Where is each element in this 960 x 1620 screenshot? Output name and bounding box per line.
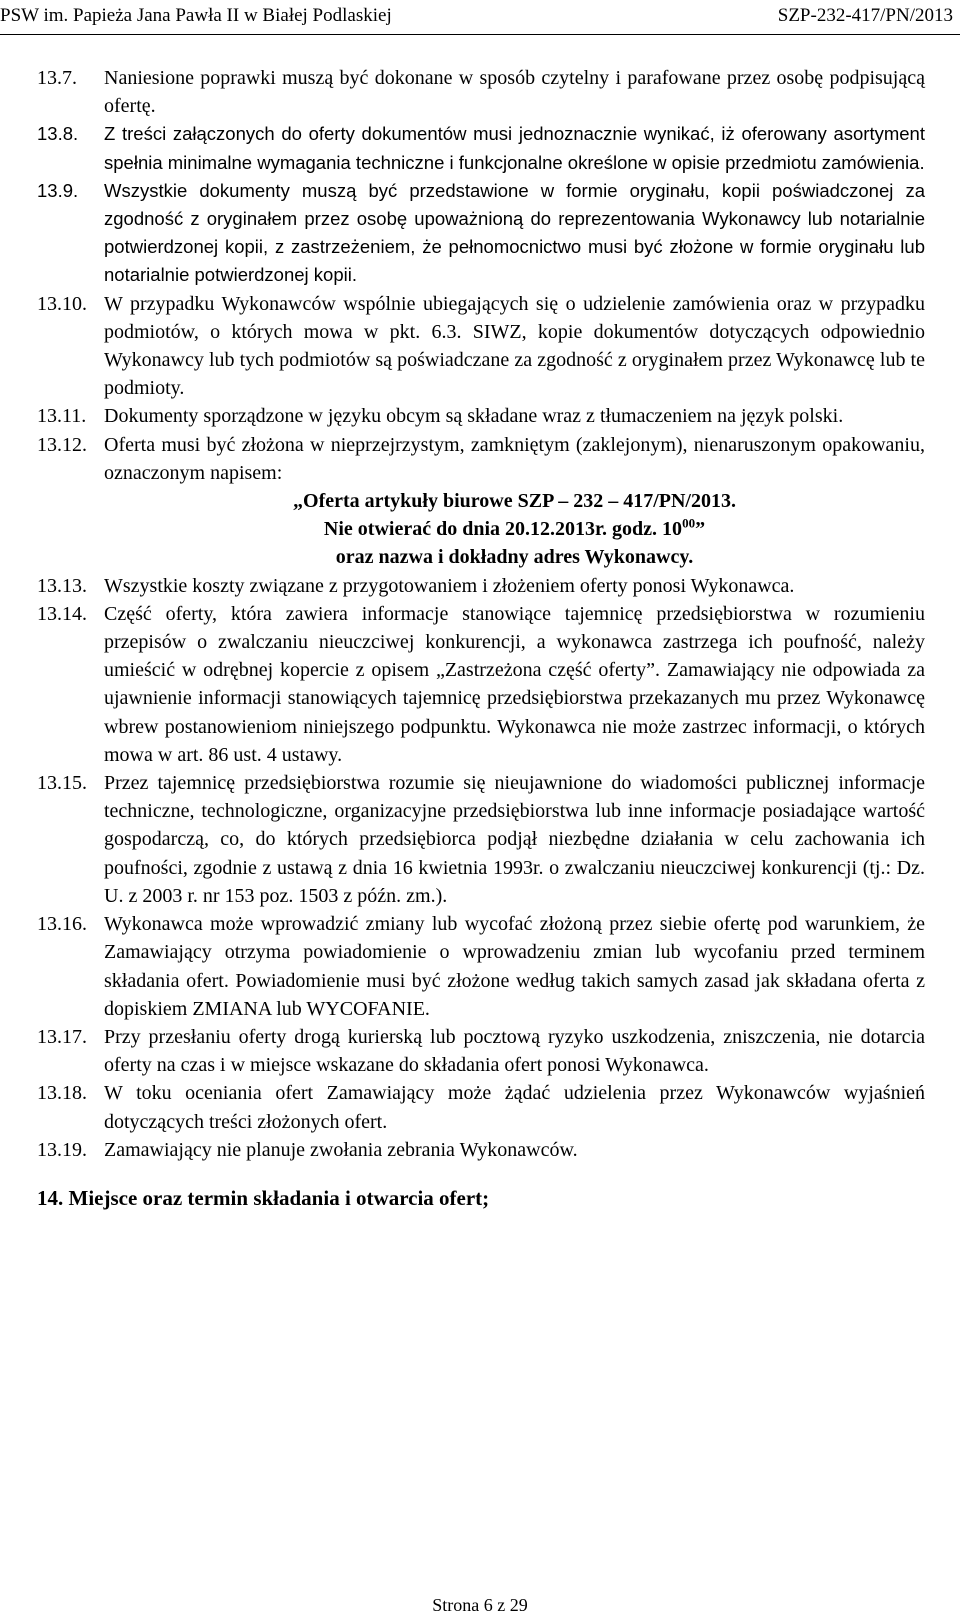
- list-item: [37, 431, 925, 487]
- envelope-date: Nie otwierać do dnia 20.12.2013r. godz. 10: [323, 518, 683, 541]
- list-item: [37, 572, 925, 600]
- item-text: Oferta musi być złożona w nieprzejrzystym, zamkniętym (zaklejonym), nienaruszonym opakowaniu, oznaczonym napisem:: [104, 433, 925, 484]
- envelope-quote-close: ”: [695, 518, 706, 541]
- list-item: [37, 600, 925, 769]
- list-item: [37, 1079, 925, 1135]
- item-number: 13.12.: [37, 433, 87, 456]
- envelope-label-line-1: „Oferta artykuły biurowe SZP – 232 – 417/PN/2013.: [293, 490, 736, 513]
- list-item: [37, 1136, 925, 1164]
- item-number: 13.18.: [37, 1082, 87, 1105]
- document-body: [37, 64, 925, 1212]
- list-item: [37, 910, 925, 1023]
- header-reference: SZP-232-417/PN/2013: [777, 5, 953, 26]
- item-number: 13.16.: [37, 913, 87, 936]
- item-text: Wykonawca może wprowadzić zmiany lub wycofać złożoną przez siebie ofertę pod warunkiem, że Zamawiający otrzyma powiadomienie o wprowadzeniu zmian lub wycofaniu przed terminem składania ofert. Powiadomienie musi być złożone według takich samych zasad jak składana oferta z dopiskiem ZMIANA lub WYCOFANIE.: [104, 913, 925, 1020]
- item-number: 13.17.: [37, 1025, 87, 1048]
- item-number: 13.11.: [37, 405, 87, 428]
- envelope-label-line-2: [104, 515, 925, 543]
- page-header: [0, 0, 960, 35]
- item-text: Wszystkie koszty związane z przygotowaniem i złożeniem oferty ponosi Wykonawca.: [104, 574, 795, 597]
- item-text: Przy przesłaniu oferty drogą kurierską lub pocztową ryzyko uszkodzenia, zniszczenia, nie dotarcia oferty na czas i w miejsce wskazane do składania ofert ponosi Wykonawca.: [104, 1025, 925, 1077]
- item-number: 13.14.: [37, 602, 87, 625]
- item-text: W toku oceniania ofert Zamawiający może żądać udzielenia przez Wykonawców wyjaśnień dotyczących treści złożonych ofert.: [104, 1082, 925, 1133]
- item-text: Z treści załączonych do oferty dokumentów musi jednoznacznie wynikać, iż oferowany asortyment spełnia minimalne wymagania techniczne i funkcjonalne określone w opisie przedmiotu zamówienia.: [104, 123, 925, 173]
- item-text: Zamawiający nie planuje zwołania zebrania Wykonawców.: [104, 1138, 578, 1161]
- list-item: [37, 177, 925, 290]
- item-text: W przypadku Wykonawców wspólnie ubiegających się o udzielenie zamówienia oraz w przypadku podmiotów, o których mowa w pkt. 6.3. SIWZ, kopie dokumentów dotyczących odpowiednio Wykonawcy lub tych podmiotów są poświadczane za zgodność z oryginałem przez Wykonawcę lub te podmioty.: [104, 292, 925, 400]
- list-item: [37, 1023, 925, 1079]
- item-text: Dokumenty sporządzone w języku obcym są składane wraz z tłumaczeniem na język polski.: [104, 405, 844, 428]
- item-text: Wszystkie dokumenty muszą być przedstawione w formie oryginału, kopii poświadczonej za zgodność z oryginałem przez osobę upoważnioną do reprezentowania Wykonawcy lub notarialnie potwierdzonej kopii, z zastrzeżeniem, że pełnomocnictwo musi być złożone w formie oryginału lub notarialnie potwierdzonej kopii.: [104, 179, 925, 286]
- list-item: [37, 402, 925, 430]
- item-number: 13.7.: [37, 67, 77, 89]
- item-number: 13.10.: [37, 292, 87, 315]
- item-text: Część oferty, która zawiera informacje stanowiące tajemnicę przedsiębiorstwa w rozumieniu przepisów o zwalczaniu nieuczciwej konkurencji, a wykonawca zastrzega ich poufność, należy umieścić w odrębnej kopercie z opisem „Zastrzeżona część oferty”. Zamawiający nie odpowiada za ujawnienie informacji stanowiących tajemnicę przedsiębiorstwa przekazanych mu przez Wykonawcę wbrew postanowieniom niniejszego podpunktu. Wykonawca nie może zastrzec informacji, o których mowa w art. 86 ust. 4 ustawy.: [104, 602, 925, 766]
- section-heading: 14. Miejsce oraz termin składania i otwarcia ofert;: [37, 1185, 490, 1210]
- item-number: 13.9.: [37, 179, 79, 201]
- item-number: 13.15.: [37, 772, 87, 795]
- item-number: 13.8.: [37, 123, 79, 145]
- envelope-label: [104, 487, 925, 572]
- list-item: [37, 64, 925, 120]
- envelope-minutes: 00: [682, 515, 696, 531]
- list-item: [37, 769, 925, 910]
- list-item: [37, 290, 925, 403]
- item-number: 13.13.: [37, 574, 87, 597]
- envelope-label-line-3: oraz nazwa i dokładny adres Wykonawcy.: [335, 546, 694, 569]
- item-number: 13.19.: [37, 1138, 87, 1161]
- page-number: Strona 6 z 29: [432, 1595, 528, 1615]
- item-text: Naniesione poprawki muszą być dokonane w sposób czytelny i parafowane przez osobę podpisującą ofertę.: [104, 67, 925, 118]
- header-institution: PSW im. Papieża Jana Pawła II w Białej Podlaskiej: [0, 5, 392, 26]
- item-text: Przez tajemnicę przedsiębiorstwa rozumie się nieujawnione do wiadomości publicznej informacje techniczne, technologiczne, organizacyjne przedsiębiorstwa lub inne informacje posiadające wartość gospodarczą, co, do których przedsiębiorca podjął niezbędne działania w celu zachowania ich poufności, zgodnie z ustawą z dnia 16 kwietnia 1993r. o zwalczaniu nieuczciwej konkurencji (tj.: Dz. U. z 2003 r. nr 153 poz. 1503 z późn. zm.).: [104, 772, 925, 907]
- list-item: [37, 120, 925, 176]
